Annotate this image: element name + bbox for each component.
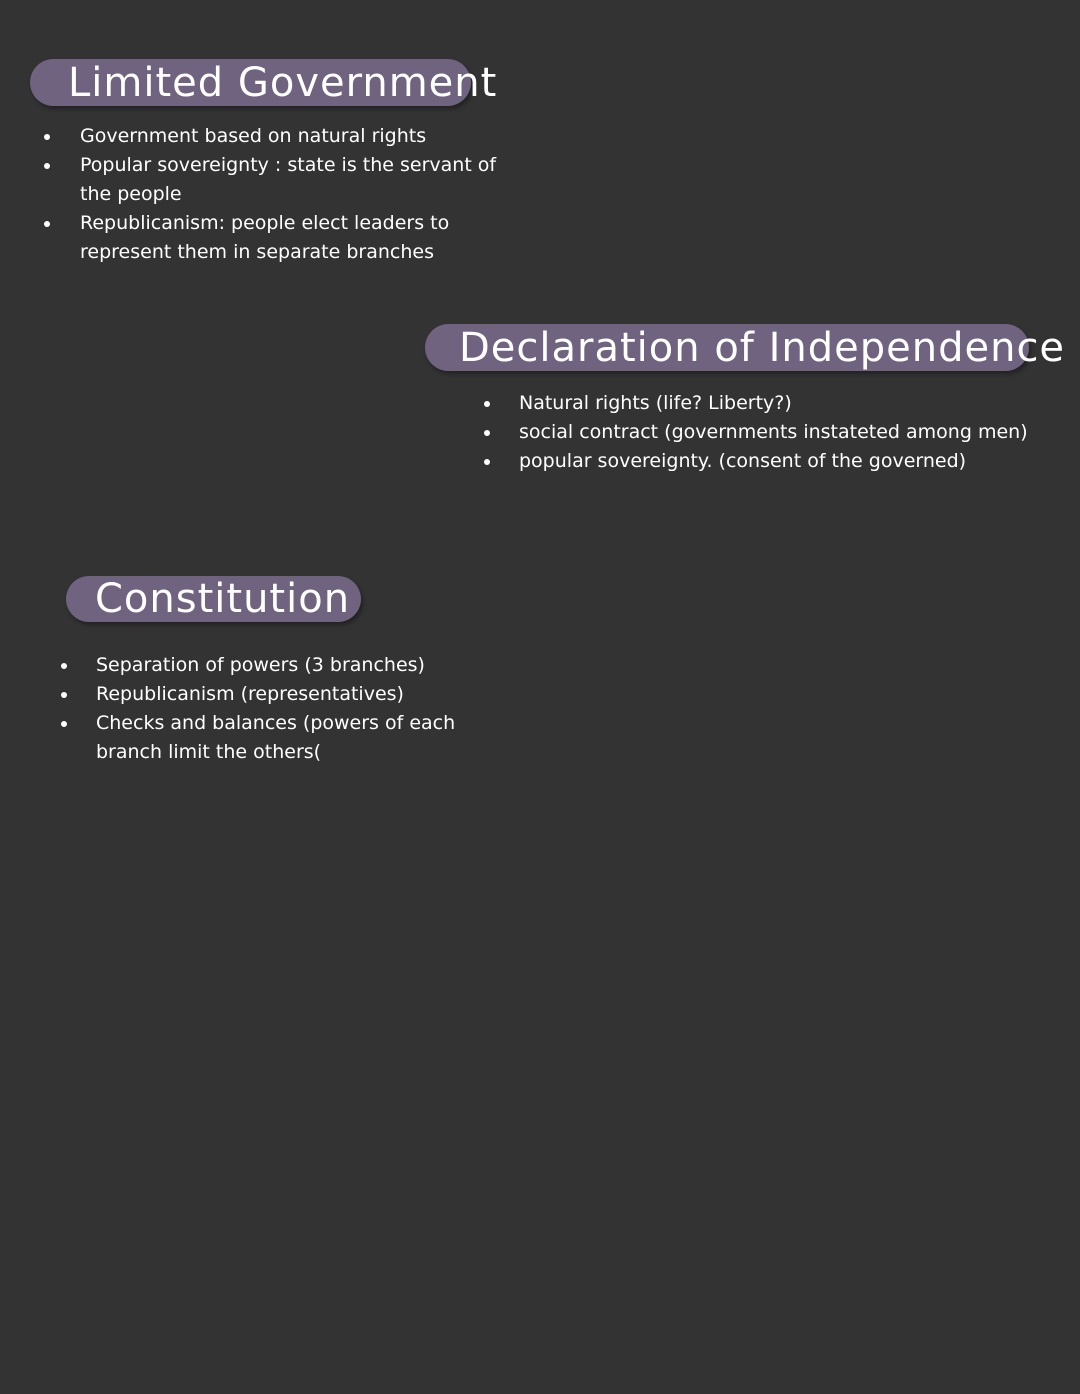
- heading-limited-government-text: Limited Government: [68, 59, 498, 106]
- list-item: [519, 418, 1039, 447]
- list-item-text: Popular sovereignty : state is the servant of the people: [80, 154, 497, 205]
- list-item: [80, 151, 510, 209]
- list-item: [96, 651, 466, 680]
- list-item-text: Natural rights (life? Liberty?): [519, 392, 792, 414]
- list-item-text: Republicanism: people elect leaders to represent them in separate branches: [80, 212, 450, 263]
- list-item-text: Checks and balances (powers of each branch limit the others(: [96, 712, 456, 763]
- bullet-icon: [44, 163, 50, 169]
- bullet-icon: [484, 401, 490, 407]
- heading-declaration-text: Declaration of Independence: [459, 324, 1066, 371]
- bullet-icon: [61, 692, 67, 698]
- list-item-text: popular sovereignty. (consent of the governed): [519, 450, 967, 472]
- bullet-icon: [44, 221, 50, 227]
- list-item-text: Government based on natural rights: [80, 125, 427, 147]
- list-item: [80, 122, 510, 151]
- list-item-text: social contract (governments instateted among men): [519, 421, 1028, 443]
- list-item-text: Republicanism (representatives): [96, 683, 404, 705]
- declaration-list: [519, 389, 1039, 476]
- list-item: [519, 447, 1039, 476]
- list-item: [96, 680, 466, 709]
- bullet-icon: [484, 430, 490, 436]
- bullet-icon: [61, 663, 67, 669]
- bullet-icon: [484, 459, 490, 465]
- heading-declaration-of-independence: [425, 324, 1066, 371]
- heading-constitution: [66, 576, 361, 622]
- list-item: [80, 209, 510, 267]
- list-item: [519, 389, 1039, 418]
- list-item-text: Separation of powers (3 branches): [96, 654, 425, 676]
- bullet-icon: [44, 134, 50, 140]
- bullet-icon: [61, 721, 67, 727]
- heading-limited-government: [30, 59, 498, 106]
- heading-constitution-text: Constitution: [95, 576, 351, 622]
- limited-government-list: [80, 122, 510, 267]
- list-item: [96, 709, 466, 767]
- constitution-list: [96, 651, 466, 767]
